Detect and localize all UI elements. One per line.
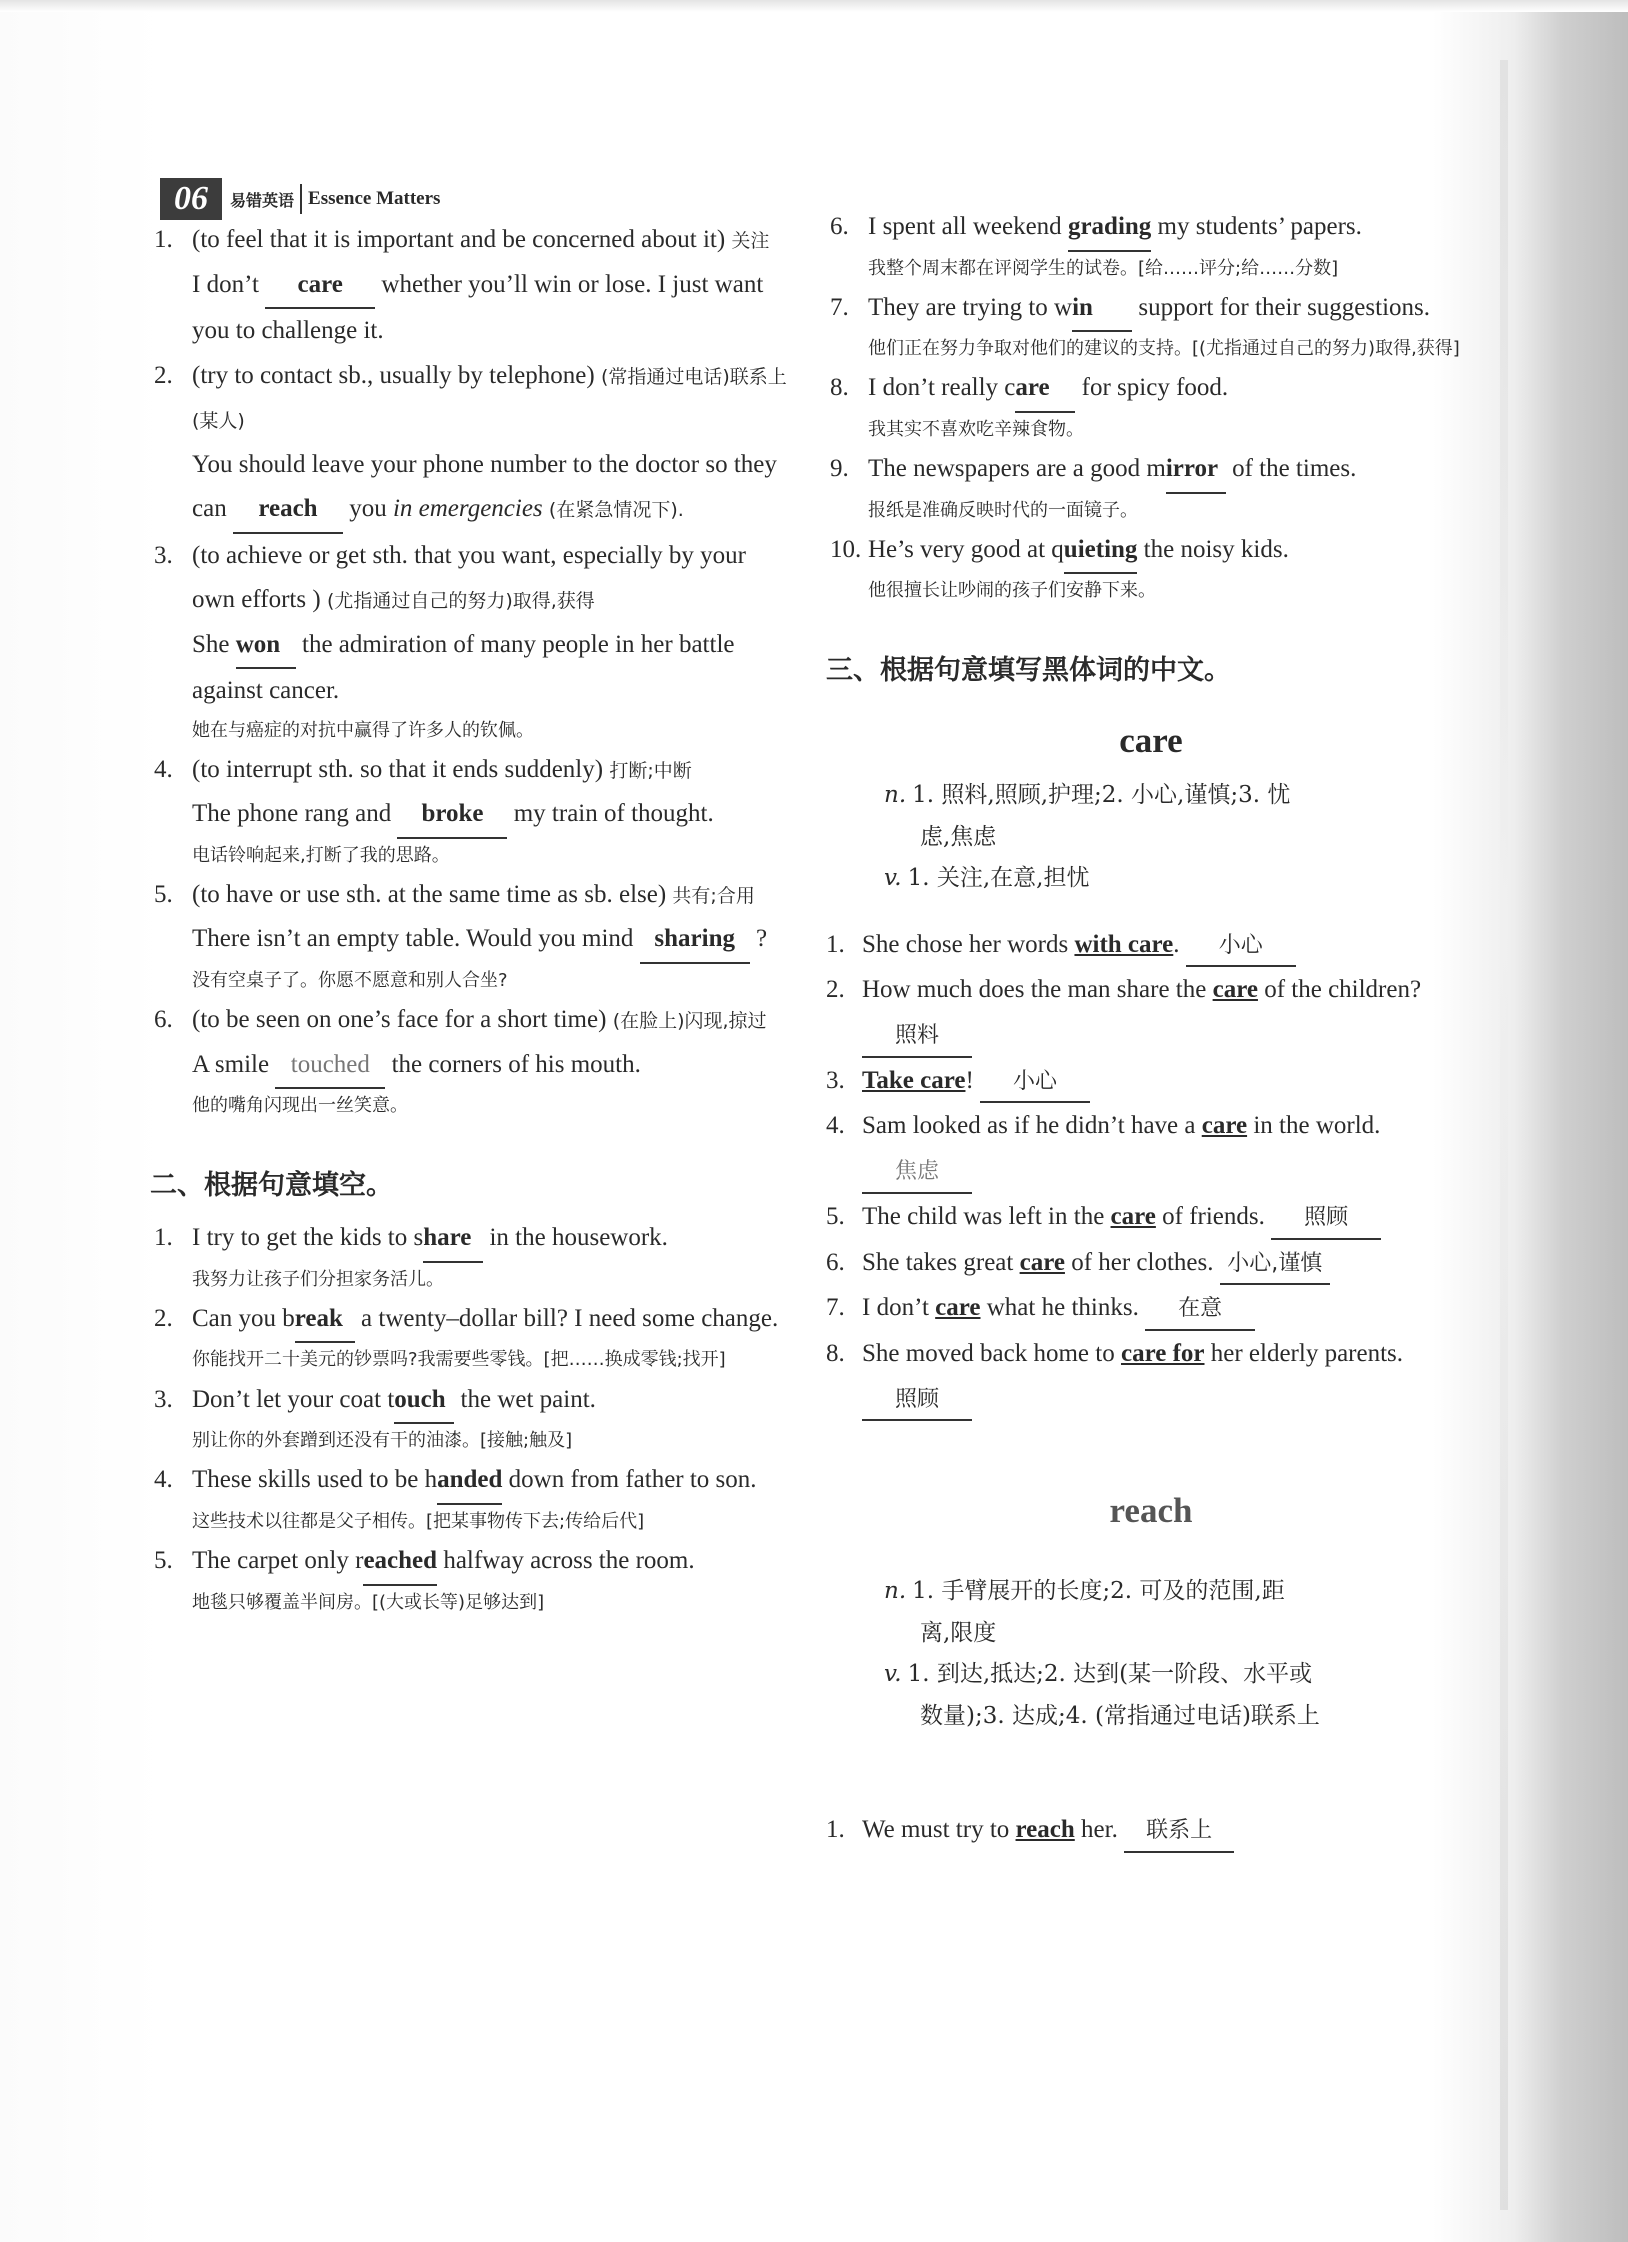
entry-translation: 电话铃响起来,打断了我的思路。	[192, 844, 450, 866]
answer-blank: 在意	[1145, 1289, 1255, 1331]
entry-number: 2.	[154, 361, 173, 389]
item-translation: 我其实不喜欢吃辛辣食物。	[868, 418, 1084, 440]
fill-blank-item: 9. The newspapers are a good mirror of the times. 报纸是准确反映时代的一面镜子。	[826, 447, 1476, 528]
entry-number: 4.	[154, 755, 173, 783]
fill-blank-item: 2. Can you break a twenty–dollar bill? I need some change. 你能找开二十美元的钞票吗?我需要些零钱。[把……换成零钱;找开]	[150, 1297, 790, 1378]
answer-blank: 照顾	[1271, 1198, 1381, 1240]
definition-entry	[150, 218, 790, 354]
item-translation: 你能找开二十美元的钞票吗?我需要些零钱。[把……换成零钱;找开]	[192, 1349, 726, 1371]
care-verb-senses: v. 1. 关注,在意,担忧	[884, 865, 1090, 892]
entry-definition: (to achieve or get sth. that you want, especially by your own efforts ) (尤指通过自己的努力)取得,获得	[192, 541, 747, 613]
scan-top-shadow	[0, 0, 1628, 12]
page-header	[160, 178, 440, 220]
care-item: 3. Take care! 小心	[826, 1058, 1476, 1104]
entry-example: I don’t care whether you’ll win or lose. I just want you to challenge it.	[192, 263, 790, 354]
section-2-title: 二、根据句意填空。	[150, 1170, 393, 1202]
series-en-title: Essence Matters	[308, 188, 441, 209]
item-translation: 这些技术以往都是父子相传。[把某事物传下去;传给后代]	[192, 1510, 645, 1532]
definition-entry	[150, 534, 790, 748]
entry-definition: (to interrupt sth. so that it ends suddenly) 打断;中断	[192, 755, 692, 783]
care-item: 6. She takes great care of her clothes. 小心,谨慎	[826, 1240, 1476, 1286]
item-translation: 他很擅长让吵闹的孩子们安静下来。	[868, 580, 1156, 602]
care-item: 1. She chose her words with care. 小心	[826, 922, 1476, 968]
answer-blank: 小心,谨慎	[1220, 1244, 1330, 1286]
answer-blank: 照顾	[862, 1380, 972, 1422]
answer-blank: 联系上	[1124, 1811, 1234, 1853]
series-cn-title: 易错英语	[230, 192, 295, 210]
fill-blank-item: 8. I don’t really care for spicy food. 我其实不喜欢吃辛辣食物。	[826, 366, 1476, 447]
care-item: 7. I don’t care what he thinks. 在意	[826, 1285, 1476, 1331]
fill-blank-item: 6. I spent all weekend grading my students’ papers. 我整个周末都在评阅学生的试卷。[给……评分;给……分数]	[826, 205, 1476, 286]
answer-blank: are	[1015, 366, 1075, 413]
definition-entry	[150, 998, 790, 1123]
answer-blank: hare	[423, 1216, 483, 1263]
answer-blank: won	[236, 623, 296, 670]
care-item: 4. Sam looked as if he didn’t have a care in the world. 焦虑	[826, 1103, 1476, 1194]
entry-translation: 她在与癌症的对抗中赢得了许多人的钦佩。	[192, 719, 534, 741]
answer-blank: eached	[363, 1539, 437, 1586]
entry-example: She won the admiration of many people in her battle against cancer.	[192, 623, 790, 714]
care-item: 8. She moved back home to care for her elderly parents. 照顾	[826, 1331, 1476, 1422]
reach-verb-senses: v. 1. 到达,抵达;2. 达到(某一阶段、水平或 数量);3. 达成;4. (常指通过电话)联系上	[884, 1661, 1320, 1729]
headword-care: care	[1119, 721, 1183, 761]
care-item: 2. How much does the man share the care of the children? 照料	[826, 967, 1476, 1058]
answer-blank: 焦虑	[862, 1152, 972, 1194]
entry-translation: 没有空桌子了。你愿不愿意和别人合坐?	[192, 969, 508, 991]
entry-number: 5.	[154, 880, 173, 908]
entry-translation: 他的嘴角闪现出一丝笑意。	[192, 1095, 408, 1117]
answer-blank: 照料	[862, 1016, 972, 1058]
definition-entry	[150, 873, 790, 998]
answer-blank: irror	[1166, 447, 1226, 494]
answer-blank: in	[1072, 286, 1132, 333]
reach-noun-senses: n. 1. 手臂展开的长度;2. 可及的范围,距 离,限度	[884, 1578, 1285, 1646]
entry-example: The phone rang and broke my train of thought.	[192, 792, 790, 839]
care-item: 5. The child was left in the care of friends. 照顾	[826, 1194, 1476, 1240]
entry-definition: (try to contact sb., usually by telephone) (常指通过电话)联系上(某人)	[192, 361, 787, 432]
section-3-title: 三、根据句意填写黑体词的中文。	[826, 655, 1231, 687]
answer-blank: 小心	[980, 1062, 1090, 1104]
entry-number: 3.	[154, 541, 173, 569]
answer-blank: care	[265, 263, 375, 310]
answer-blank: reach	[233, 487, 343, 534]
fill-blank-item: 7. They are trying to win support for their suggestions. 他们正在努力争取对他们的建议的支持。[(尤指通过自己的努力)取得,获得]	[826, 286, 1476, 367]
page-binding-edge	[1500, 60, 1508, 2210]
headword-reach: reach	[1109, 1491, 1193, 1531]
entry-number: 6.	[154, 1006, 173, 1034]
item-translation: 别让你的外套蹭到还没有干的油漆。[接触;触及]	[192, 1430, 573, 1452]
item-translation: 他们正在努力争取对他们的建议的支持。[(尤指通过自己的努力)取得,获得]	[868, 338, 1460, 360]
entry-number: 1.	[154, 226, 173, 253]
item-translation: 我努力让孩子们分担家务活儿。	[192, 1268, 444, 1290]
answer-blank: sharing	[640, 917, 750, 964]
fill-blank-item: 5. The carpet only reached halfway across the room. 地毯只够覆盖半间房。[(大或长等)足够达到]	[150, 1539, 790, 1620]
fill-blank-item: 10. He’s very good at quieting the noisy kids. 他很擅长让吵闹的孩子们安静下来。	[826, 528, 1476, 609]
entry-example: You should leave your phone number to the doctor so they can reach you in emergencies (在紧急情况下).	[192, 443, 790, 534]
entry-example: There isn’t an empty table. Would you mind sharing ?	[192, 917, 790, 964]
header-divider	[300, 184, 302, 214]
fill-blank-item: 1. I try to get the kids to share in the housework. 我努力让孩子们分担家务活儿。	[150, 1216, 790, 1297]
entry-definition: (to have or use sth. at the same time as sb. else) 共有;合用	[192, 880, 755, 908]
reach-item: 1. We must try to reach her. 联系上	[826, 1807, 1476, 1853]
entry-example: A smile touched the corners of his mouth.	[192, 1043, 790, 1090]
answer-blank: reak	[295, 1297, 355, 1344]
answer-blank: broke	[397, 792, 507, 839]
item-translation: 地毯只够覆盖半间房。[(大或长等)足够达到]	[192, 1591, 545, 1613]
answer-blank: ouch	[394, 1378, 454, 1425]
definition-entry	[150, 748, 790, 873]
answer-blank: uieting	[1064, 528, 1138, 575]
fill-blank-item: 4. These skills used to be handed down from father to son. 这些技术以往都是父子相传。[把某事物传下去;传给后代]	[150, 1458, 790, 1539]
answer-blank: grading	[1068, 205, 1151, 252]
left-column	[150, 218, 790, 1620]
entry-definition: (to be seen on one’s face for a short time) (在脸上)闪现,掠过	[192, 1006, 767, 1034]
page-badge: 06	[160, 178, 222, 220]
answer-blank: 小心	[1186, 926, 1296, 968]
answer-blank: touched	[275, 1043, 385, 1090]
item-translation: 我整个周末都在评阅学生的试卷。[给……评分;给……分数]	[868, 257, 1339, 279]
right-column	[826, 205, 1476, 1853]
answer-blank: anded	[437, 1458, 502, 1505]
entry-definition: (to feel that it is important and be concerned about it) 关注	[192, 226, 770, 253]
item-translation: 报纸是准确反映时代的一面镜子。	[868, 499, 1138, 521]
fill-blank-item: 3. Don’t let your coat touch the wet paint. 别让你的外套蹭到还没有干的油漆。[接触;触及]	[150, 1378, 790, 1459]
care-noun-senses: n. 1. 照料,照顾,护理;2. 小心,谨慎;3. 忧 虑,焦虑	[884, 782, 1291, 850]
definition-entry	[150, 354, 790, 534]
